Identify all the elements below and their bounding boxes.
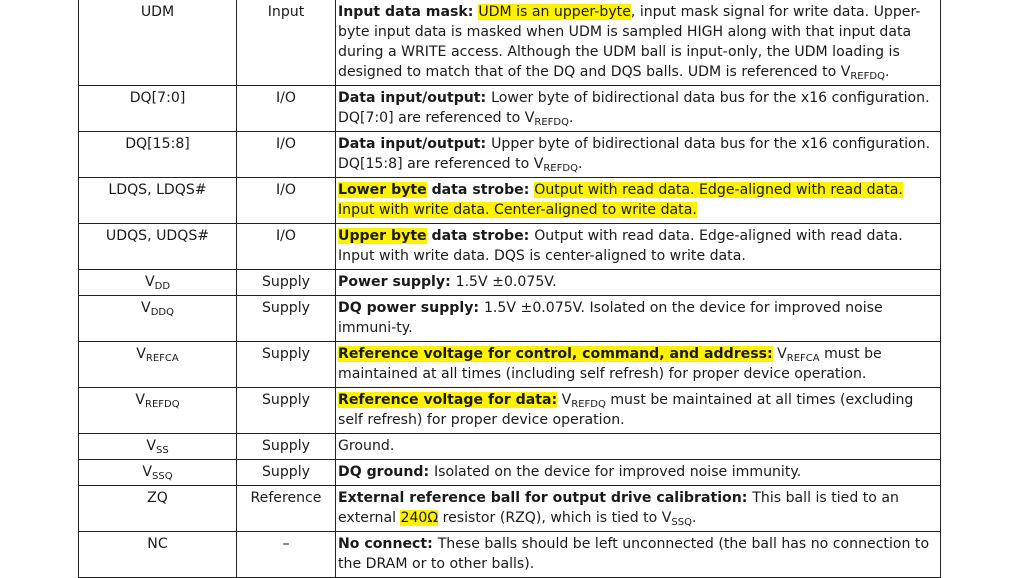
table-row	[79, 460, 941, 486]
ball-description-table	[78, 0, 941, 578]
table-row	[79, 86, 941, 132]
table-row	[79, 388, 941, 434]
table-row	[79, 434, 941, 460]
symbol-cell: $V_{SS}$	[79, 434, 237, 460]
description-cell: DQ ground: Isolated on the device for improved noise immunity.	[336, 460, 941, 486]
symbol-cell: DQ[15:8]	[79, 132, 237, 178]
symbol-cell: $V_{REFDQ}$	[79, 388, 237, 434]
table-row	[79, 342, 941, 388]
type-cell: –	[237, 532, 336, 578]
symbol-cell: ZQ	[79, 486, 237, 532]
symbol-cell: $V_{DD}$	[79, 270, 237, 296]
description-cell: Ground.	[336, 434, 941, 460]
table-row	[79, 0, 941, 86]
type-cell: I/O	[237, 224, 336, 270]
description-cell: Upper byte data strobe: Output with read data. Edge-aligned with read data. Input with write data. DQS is center-aligned to write data.	[336, 224, 941, 270]
table-row	[79, 270, 941, 296]
symbol-cell: UDQS, UDQS#	[79, 224, 237, 270]
description-cell: Input data mask: UDM is an upper-byte, input mask signal for write data. Upper-byte input data is masked when UDM is sampled HIGH along with that input data during a WRITE access. Although the UDM ball is input-only, the UDM loading is designed to match that of the DQ and DQS balls. UDM is referenced to $V_{REFDQ}$.	[336, 0, 941, 86]
table-row	[79, 132, 941, 178]
symbol-cell: LDQS, LDQS#	[79, 178, 237, 224]
type-cell: Input	[237, 0, 336, 86]
symbol-cell: DQ[7:0]	[79, 86, 237, 132]
description-cell: Reference voltage for data: $V_{REFDQ}$ must be maintained at all times (excluding self refresh) for proper device operation.	[336, 388, 941, 434]
type-cell: Supply	[237, 388, 336, 434]
type-cell: Supply	[237, 270, 336, 296]
table-row	[79, 486, 941, 532]
description-cell: Reference voltage for control, command, and address: $V_{REFCA}$ must be maintained at all times (including self refresh) for proper device operation.	[336, 342, 941, 388]
type-cell: I/O	[237, 178, 336, 224]
type-cell: Supply	[237, 460, 336, 486]
description-cell: Lower byte data strobe: Output with read data. Edge-aligned with read data. Input with write data. Center-aligned to write data.	[336, 178, 941, 224]
description-cell: Data input/output: Lower byte of bidirectional data bus for the x16 configuration. DQ[7:0] are referenced to $V_{REFDQ}$.	[336, 86, 941, 132]
type-cell: Supply	[237, 296, 336, 342]
table-row	[79, 224, 941, 270]
table-row	[79, 178, 941, 224]
type-cell: Supply	[237, 434, 336, 460]
symbol-cell: $V_{SSQ}$	[79, 460, 237, 486]
type-cell: I/O	[237, 132, 336, 178]
type-cell: Supply	[237, 342, 336, 388]
description-cell: No connect: These balls should be left unconnected (the ball has no connection to the DRAM or to other balls).	[336, 532, 941, 578]
description-cell: DQ power supply: 1.5V ±0.075V. Isolated on the device for improved noise immuni-ty.	[336, 296, 941, 342]
symbol-cell: NC	[79, 532, 237, 578]
symbol-cell: $V_{REFCA}$	[79, 342, 237, 388]
symbol-cell: UDM	[79, 0, 237, 86]
type-cell: Reference	[237, 486, 336, 532]
description-cell: Power supply: 1.5V ±0.075V.	[336, 270, 941, 296]
description-cell: Data input/output: Upper byte of bidirectional data bus for the x16 configuration. DQ[15:8] are referenced to $V_{REFDQ}$.	[336, 132, 941, 178]
description-cell: External reference ball for output drive calibration: This ball is tied to an external 240Ω resistor (RZQ), which is tied to $V_{SSQ}$.	[336, 486, 941, 532]
type-cell: I/O	[237, 86, 336, 132]
symbol-cell: $V_{DDQ}$	[79, 296, 237, 342]
table-row	[79, 296, 941, 342]
